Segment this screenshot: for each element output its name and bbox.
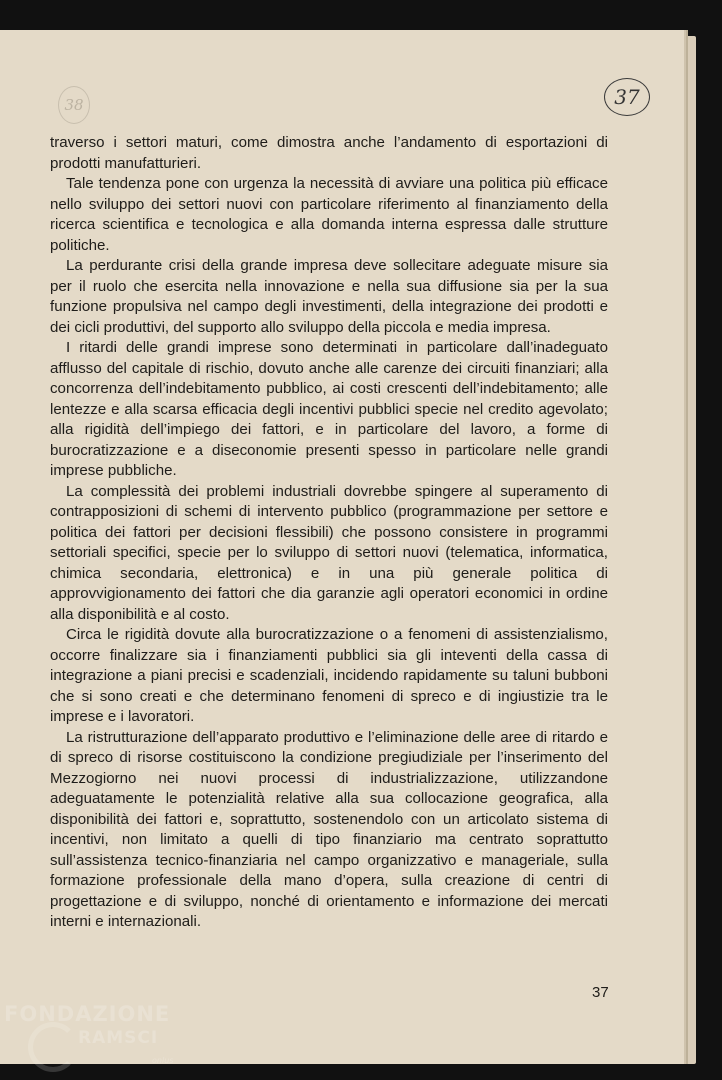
- watermark-line1: FONDAZIONE: [4, 1002, 171, 1026]
- paragraph: La perdurante crisi della grande impresa deve sollecitare adeguate misure sia per il ruolo che esercita nella innovazione e nella sua diffusione sia per la sua funzione propulsiva nel campo degli investimenti, della integrazione dei prodotti e dei cicli produttivi, del supporto allo sviluppo della piccola e media impresa.: [50, 257, 608, 336]
- paragraph: Tale tendenza pone con urgenza la necessità di avviare una politica più efficace nello sviluppo dei settori nuovi con particolare riferimento al finanziamento della ricerca scientifica e tecnologica e alla domanda interna espressa dalle strutture politiche.: [50, 175, 608, 254]
- watermark-g-logo-icon: [28, 1022, 78, 1072]
- paragraph: traverso i settori maturi, come dimostra anche l’andamento di esportazioni di prodotti manufatturieri.: [50, 134, 608, 172]
- watermark-sub: onlus: [152, 1056, 174, 1065]
- paragraph: Circa le rigidità dovute alla burocratizzazione o a fenomeni di assistenzialismo, occorre finalizzare sia i finanziamenti pubblici sia gli inteventi della cassa di integrazione a piani precisi e scadenziali, incidendo rapidamente su taluni bubboni che si sono creati e che determinano fenomeni di spreco e di ingiustizie tra le imprese e i lavoratori.: [50, 626, 608, 725]
- paragraph: I ritardi delle grandi imprese sono determinati in particolare dall’inadeguato afflusso del capitale di rischio, dovuto anche alle carenze dei circuiti finanziari; alla concorrenza dell’indebitamento pubblico, ai costi crescenti dell’indebitamento; alle lentezze e alla scarsa efficacia degli incentivi pubblici specie nel credito agevolato; alla rigidità dell’impiego dei fattori, e in particolare del lavoro, a forme di burocratizzazione e a diseconomie presenti spesso in particolare nelle grandi imprese pubbliche.: [50, 339, 608, 479]
- handwritten-page-number: 37: [604, 78, 650, 116]
- faint-archive-mark: 38: [58, 86, 90, 124]
- page-number: 37: [592, 984, 609, 1001]
- watermark-line2: RAMSCI: [78, 1028, 159, 1048]
- body-text: [50, 133, 608, 933]
- paragraph: La ristrutturazione dell’apparato produttivo e l’eliminazione delle aree di ritardo e di spreco di risorse costituiscono la condizione pregiudiziale per l’inserimento del Mezzogiorno nei nuovi processi di industrializzazione, utilizzandone adeguatamente le potenzialità relative alla sua collocazione geografica, alla disponibilità dei fattori e, soprattutto, sostenendolo con un articolato sistema di incentivi, non limitato a quelli di tipo finanziario ma centrato soprattutto sull’assistenza tecnico-finanziaria nel campo organizzativo e manageriale, sulla formazione professionale della mano d’opera, sulla creazione di centri di progettazione e di sviluppo, nonché di orientamento e informazione dei mercati interni e internazionali.: [50, 728, 608, 930]
- paragraph: La complessità dei problemi industriali dovrebbe spingere al superamento di contrapposizioni di schemi di intervento pubblico (programmazione per settore e politica dei fattori per decisioni flessibili) che possono consistere in programmi settoriali specifici, specie per lo sviluppo di settori nuovi (telematica, informatica, chimica secondaria, elettronica) e in una più generale politica di approvvigionamento dei fattori che dia garanzie agli operatori economici in ordine alla disponibilità e al costo.: [50, 482, 608, 623]
- archive-watermark: [4, 1000, 204, 1070]
